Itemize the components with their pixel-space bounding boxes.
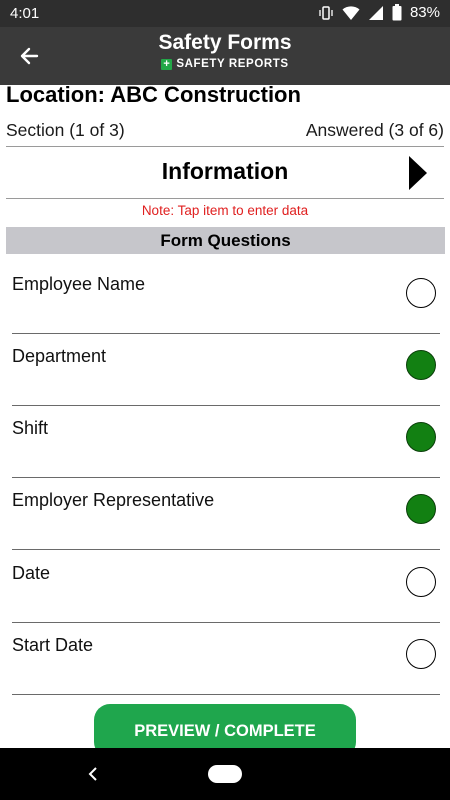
status-circle-icon bbox=[406, 278, 436, 308]
section-title: Information bbox=[161, 158, 289, 184]
form-questions-header: Form Questions bbox=[6, 227, 445, 254]
brand-name: SAFETY REPORTS bbox=[176, 58, 289, 70]
answered-count: Answered (3 of 6) bbox=[305, 120, 444, 140]
question-employer-representative[interactable] bbox=[12, 490, 440, 550]
preview-complete-button[interactable]: PREVIEW / COMPLETE bbox=[94, 704, 356, 758]
divider bbox=[6, 198, 444, 199]
question-label: Start Date bbox=[12, 635, 94, 655]
app-title: Safety Forms bbox=[158, 31, 292, 54]
vibrate-icon bbox=[318, 5, 334, 21]
row-divider bbox=[12, 549, 440, 550]
section-label: Section (1 of 3) bbox=[6, 120, 125, 140]
status-icons bbox=[318, 4, 440, 21]
status-circle-icon bbox=[406, 567, 436, 597]
nav-back-icon[interactable] bbox=[87, 766, 99, 782]
cross-icon: + bbox=[163, 57, 171, 70]
app-bar bbox=[0, 27, 450, 85]
question-date[interactable] bbox=[12, 563, 440, 623]
question-department[interactable] bbox=[12, 346, 440, 406]
row-divider bbox=[12, 622, 440, 623]
location-title: Location: ABC Construction bbox=[6, 82, 301, 107]
next-section-icon[interactable] bbox=[408, 155, 428, 191]
question-label: Shift bbox=[12, 418, 49, 438]
row-divider bbox=[12, 405, 440, 406]
status-circle-icon bbox=[406, 350, 436, 380]
question-shift[interactable] bbox=[12, 418, 440, 478]
row-divider bbox=[12, 333, 440, 334]
battery-icon bbox=[392, 4, 402, 21]
wifi-icon bbox=[342, 5, 360, 21]
divider bbox=[6, 146, 444, 147]
question-label: Employer Representative bbox=[12, 490, 215, 510]
signal-icon bbox=[368, 5, 384, 21]
question-label: Employee Name bbox=[12, 274, 146, 294]
question-start-date[interactable] bbox=[12, 635, 440, 695]
status-time: 4:01 bbox=[10, 5, 40, 22]
status-circle-icon bbox=[406, 639, 436, 669]
status-circle-icon bbox=[406, 494, 436, 524]
question-label: Department bbox=[12, 346, 107, 366]
question-employee-name[interactable] bbox=[12, 274, 440, 334]
nav-home-icon[interactable] bbox=[208, 765, 242, 783]
row-divider bbox=[12, 694, 440, 695]
brand-logo bbox=[0, 58, 450, 70]
instruction-note: Note: Tap item to enter data bbox=[141, 203, 309, 218]
battery-percent: 83% bbox=[409, 4, 440, 21]
status-bar bbox=[0, 0, 450, 27]
question-label: Date bbox=[12, 563, 51, 583]
row-divider bbox=[12, 477, 440, 478]
status-circle-icon bbox=[406, 422, 436, 452]
